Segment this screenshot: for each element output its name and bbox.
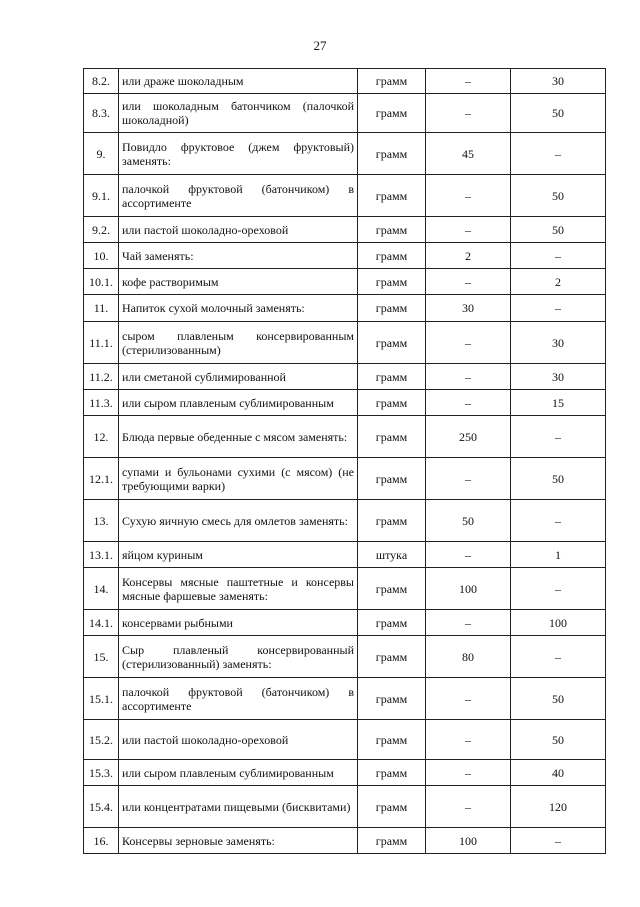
- row-product: Сухую яичную смесь для омлетов заменять:: [119, 500, 358, 542]
- row-base-quantity: –: [426, 217, 511, 243]
- row-number: 8.3.: [84, 94, 119, 133]
- row-base-quantity: 45: [426, 133, 511, 175]
- row-number: 13.1.: [84, 542, 119, 568]
- table-row: [84, 542, 606, 568]
- row-base-quantity: –: [426, 678, 511, 720]
- row-substitute-quantity: 30: [511, 69, 606, 94]
- row-base-quantity: 80: [426, 636, 511, 678]
- row-number: 12.1.: [84, 458, 119, 500]
- row-substitute-quantity: –: [511, 295, 606, 322]
- row-unit: грамм: [358, 636, 426, 678]
- row-substitute-quantity: –: [511, 568, 606, 610]
- row-unit: грамм: [358, 295, 426, 322]
- table-row: [84, 269, 606, 295]
- row-unit: грамм: [358, 243, 426, 269]
- row-number: 9.1.: [84, 175, 119, 217]
- row-number: 11.3.: [84, 390, 119, 416]
- table-row: [84, 416, 606, 458]
- table-row: [84, 500, 606, 542]
- row-product: палочкой фруктовой (батончиком) в ассортименте: [119, 678, 358, 720]
- row-number: 11.1.: [84, 322, 119, 364]
- row-product: Консервы зерновые заменять:: [119, 828, 358, 854]
- row-number: 15.3.: [84, 760, 119, 786]
- row-product: или пастой шоколадно-ореховой: [119, 720, 358, 760]
- row-product: или сыром плавленым сублимированным: [119, 760, 358, 786]
- row-substitute-quantity: 30: [511, 322, 606, 364]
- row-substitute-quantity: 50: [511, 175, 606, 217]
- row-number: 10.: [84, 243, 119, 269]
- row-number: 15.: [84, 636, 119, 678]
- row-product: или концентратами пищевыми (бисквитами): [119, 786, 358, 828]
- row-product: или шоколадным батончиком (палочкой шоколадной): [119, 94, 358, 133]
- table-row: [84, 322, 606, 364]
- row-product: Чай заменять:: [119, 243, 358, 269]
- row-number: 14.: [84, 568, 119, 610]
- substitution-table: [83, 68, 606, 854]
- row-unit: грамм: [358, 720, 426, 760]
- row-base-quantity: 100: [426, 828, 511, 854]
- row-substitute-quantity: –: [511, 636, 606, 678]
- row-number: 12.: [84, 416, 119, 458]
- row-product: Блюда первые обеденные с мясом заменять:: [119, 416, 358, 458]
- row-base-quantity: –: [426, 175, 511, 217]
- row-substitute-quantity: 120: [511, 786, 606, 828]
- row-product: или сметаной сублимированной: [119, 364, 358, 390]
- table-row: [84, 175, 606, 217]
- row-substitute-quantity: 50: [511, 458, 606, 500]
- row-number: 10.1.: [84, 269, 119, 295]
- row-product: Напиток сухой молочный заменять:: [119, 295, 358, 322]
- row-product: яйцом куриным: [119, 542, 358, 568]
- row-base-quantity: –: [426, 610, 511, 636]
- row-number: 14.1.: [84, 610, 119, 636]
- table-row: [84, 610, 606, 636]
- row-number: 9.: [84, 133, 119, 175]
- row-unit: грамм: [358, 322, 426, 364]
- row-product: или драже шоколадным: [119, 69, 358, 94]
- row-unit: грамм: [358, 364, 426, 390]
- row-unit: грамм: [358, 610, 426, 636]
- row-base-quantity: –: [426, 69, 511, 94]
- row-substitute-quantity: –: [511, 416, 606, 458]
- table-row: [84, 720, 606, 760]
- table-row: [84, 133, 606, 175]
- table-row: [84, 94, 606, 133]
- row-number: 15.2.: [84, 720, 119, 760]
- row-number: 15.1.: [84, 678, 119, 720]
- table-row: [84, 217, 606, 243]
- row-unit: грамм: [358, 390, 426, 416]
- table-row: [84, 243, 606, 269]
- row-product: Сыр плавленый консервированный (стерилизованный) заменять:: [119, 636, 358, 678]
- table-row: [84, 295, 606, 322]
- row-base-quantity: 50: [426, 500, 511, 542]
- row-product: супами и бульонами сухими (с мясом) (не требующими варки): [119, 458, 358, 500]
- row-unit: грамм: [358, 175, 426, 217]
- table-row: [84, 828, 606, 854]
- row-base-quantity: 100: [426, 568, 511, 610]
- row-substitute-quantity: –: [511, 500, 606, 542]
- table-row: [84, 458, 606, 500]
- row-base-quantity: –: [426, 786, 511, 828]
- row-unit: грамм: [358, 500, 426, 542]
- row-substitute-quantity: –: [511, 828, 606, 854]
- table-row: [84, 568, 606, 610]
- table-row: [84, 760, 606, 786]
- row-product: или сыром плавленым сублимированным: [119, 390, 358, 416]
- row-base-quantity: –: [426, 94, 511, 133]
- page-number: 27: [313, 38, 327, 53]
- row-unit: грамм: [358, 678, 426, 720]
- row-substitute-quantity: 15: [511, 390, 606, 416]
- row-substitute-quantity: –: [511, 133, 606, 175]
- row-number: 8.2.: [84, 69, 119, 94]
- row-substitute-quantity: 30: [511, 364, 606, 390]
- row-base-quantity: 2: [426, 243, 511, 269]
- row-number: 15.4.: [84, 786, 119, 828]
- row-product: палочкой фруктовой (батончиком) в ассортименте: [119, 175, 358, 217]
- row-substitute-quantity: 50: [511, 678, 606, 720]
- row-product: кофе растворимым: [119, 269, 358, 295]
- row-base-quantity: –: [426, 760, 511, 786]
- row-base-quantity: 30: [426, 295, 511, 322]
- row-number: 9.2.: [84, 217, 119, 243]
- row-product: сыром плавленым консервированным (стерилизованным): [119, 322, 358, 364]
- row-unit: грамм: [358, 786, 426, 828]
- row-substitute-quantity: 40: [511, 760, 606, 786]
- row-substitute-quantity: 100: [511, 610, 606, 636]
- table-row: [84, 636, 606, 678]
- table-row: [84, 390, 606, 416]
- row-base-quantity: –: [426, 364, 511, 390]
- row-unit: грамм: [358, 458, 426, 500]
- row-number: 13.: [84, 500, 119, 542]
- row-base-quantity: –: [426, 269, 511, 295]
- row-unit: грамм: [358, 217, 426, 243]
- row-base-quantity: –: [426, 390, 511, 416]
- row-base-quantity: 250: [426, 416, 511, 458]
- row-base-quantity: –: [426, 542, 511, 568]
- row-base-quantity: –: [426, 322, 511, 364]
- row-substitute-quantity: 1: [511, 542, 606, 568]
- row-product: Консервы мясные паштетные и консервы мясные фаршевые заменять:: [119, 568, 358, 610]
- row-number: 16.: [84, 828, 119, 854]
- row-unit: грамм: [358, 760, 426, 786]
- row-number: 11.2.: [84, 364, 119, 390]
- table-row: [84, 69, 606, 94]
- row-unit: грамм: [358, 94, 426, 133]
- row-number: 11.: [84, 295, 119, 322]
- row-unit: грамм: [358, 416, 426, 458]
- table-row: [84, 678, 606, 720]
- row-base-quantity: –: [426, 720, 511, 760]
- table-row: [84, 786, 606, 828]
- row-substitute-quantity: 50: [511, 217, 606, 243]
- row-unit: грамм: [358, 269, 426, 295]
- row-unit: грамм: [358, 69, 426, 94]
- row-unit: грамм: [358, 568, 426, 610]
- row-substitute-quantity: 50: [511, 94, 606, 133]
- row-product: или пастой шоколадно-ореховой: [119, 217, 358, 243]
- table-body: [84, 69, 606, 854]
- row-substitute-quantity: 2: [511, 269, 606, 295]
- row-base-quantity: –: [426, 458, 511, 500]
- row-substitute-quantity: –: [511, 243, 606, 269]
- table-row: [84, 364, 606, 390]
- row-unit: штука: [358, 542, 426, 568]
- row-product: Повидло фруктовое (джем фруктовый) заменять:: [119, 133, 358, 175]
- row-product: консервами рыбными: [119, 610, 358, 636]
- row-unit: грамм: [358, 133, 426, 175]
- row-substitute-quantity: 50: [511, 720, 606, 760]
- row-unit: грамм: [358, 828, 426, 854]
